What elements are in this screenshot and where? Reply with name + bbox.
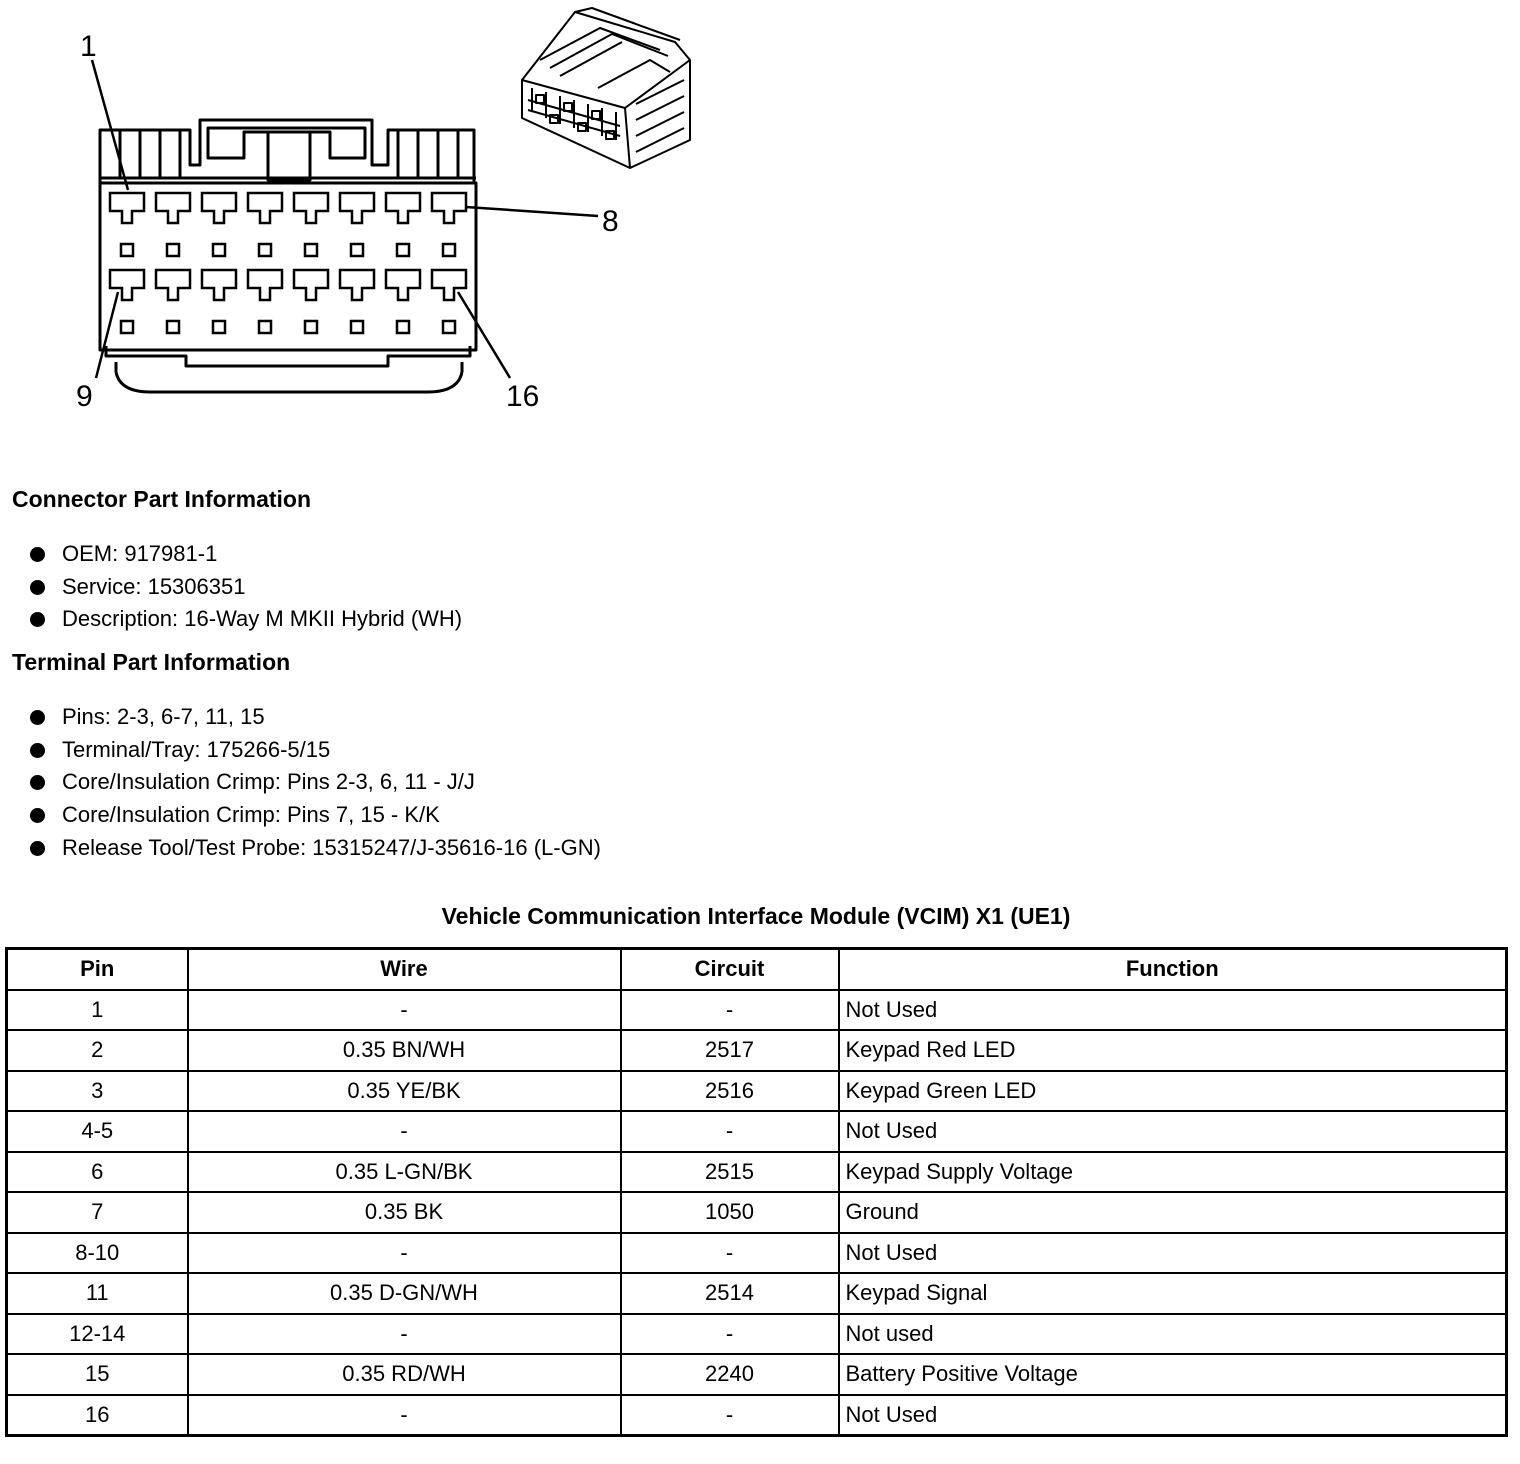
bullet-icon: [30, 841, 45, 856]
pin-test-port: [443, 321, 455, 333]
pin-test-port: [121, 321, 133, 333]
list-item: [30, 701, 601, 734]
list-item-text: Description: 16-Way M MKII Hybrid (WH): [62, 606, 463, 632]
pin1-label: 1: [80, 30, 97, 63]
connector-housing: [100, 120, 476, 350]
cell-wire: -: [188, 1395, 621, 1436]
list-item: [30, 734, 601, 767]
bullet-icon: [30, 612, 45, 627]
cell-circuit: -: [621, 1111, 839, 1152]
pin16-leader: [458, 292, 510, 378]
cell-pin: 7: [7, 1192, 188, 1233]
cell-circuit: 2515: [621, 1152, 839, 1193]
pin1-leader: [92, 60, 128, 190]
cell-pin: 4-5: [7, 1111, 188, 1152]
pin-cavities: [110, 193, 466, 333]
cell-circuit: 2240: [621, 1354, 839, 1395]
cell-pin: 11: [7, 1273, 188, 1314]
list-item-text: Terminal/Tray: 175266-5/15: [62, 736, 331, 762]
pin-cavity-8: [432, 193, 466, 223]
pin-cavity-11: [202, 270, 236, 300]
table-header-row: [7, 949, 1507, 990]
cell-pin: 1: [7, 990, 188, 1031]
cell-circuit: -: [621, 990, 839, 1031]
header-function: Function: [839, 949, 1507, 990]
list-item-text: Core/Insulation Crimp: Pins 2-3, 6, 11 - J/J: [62, 769, 475, 795]
pin-test-port: [351, 321, 363, 333]
bullet-icon: [30, 808, 45, 823]
list-item-text: Pins: 2-3, 6-7, 11, 15: [62, 704, 265, 729]
table-row: [7, 1111, 1507, 1152]
pin-test-port: [305, 321, 317, 333]
cell-function: Not used: [839, 1314, 1507, 1355]
header-wire: Wire: [188, 949, 621, 990]
bullet-icon: [30, 547, 45, 562]
pin8-label: 8: [602, 205, 619, 238]
pin-test-port: [397, 321, 409, 333]
connector-face-diagram: [0, 0, 720, 440]
list-item-text: Release Tool/Test Probe: 15315247/J-35616-16 (L-GN): [62, 834, 601, 860]
cell-function: Battery Positive Voltage: [839, 1354, 1507, 1395]
pin-test-port: [259, 321, 271, 333]
cell-circuit: 2516: [621, 1071, 839, 1112]
pin-test-port: [167, 321, 179, 333]
cell-function: Keypad Supply Voltage: [839, 1152, 1507, 1193]
cell-pin: 15: [7, 1354, 188, 1395]
table-row: [7, 1233, 1507, 1274]
pin-cavity-15: [386, 270, 420, 300]
header-circuit: Circuit: [621, 949, 839, 990]
table-row: [7, 1192, 1507, 1233]
pin-cavity-14: [340, 270, 374, 300]
cell-wire: -: [188, 1111, 621, 1152]
pin-test-port: [351, 244, 363, 256]
cell-circuit: 2514: [621, 1273, 839, 1314]
cell-circuit: -: [621, 1395, 839, 1436]
cell-pin: 12-14: [7, 1314, 188, 1355]
connector-3d-illustration: [522, 8, 690, 168]
pin-cavity-2: [156, 193, 190, 223]
cell-circuit: -: [621, 1314, 839, 1355]
cell-circuit: 2517: [621, 1030, 839, 1071]
pin16-label: 16: [506, 380, 540, 413]
list-item: [30, 603, 462, 636]
list-item-text: OEM: 917981-1: [62, 541, 218, 566]
pin-cavity-10: [156, 270, 190, 300]
pin8-leader: [466, 207, 598, 216]
cell-wire: 0.35 BK: [188, 1192, 621, 1233]
list-item: [30, 538, 462, 571]
terminal-part-info-list: [30, 701, 601, 864]
table-title: Vehicle Communication Interface Module (VCIM) X1 (UE1): [441, 903, 1071, 929]
cell-wire: -: [188, 990, 621, 1031]
bullet-icon: [30, 775, 45, 790]
pin-cavity-7: [386, 193, 420, 223]
connector-part-info-list: [30, 538, 462, 636]
list-item-text: Core/Insulation Crimp: Pins 7, 15 - K/K: [62, 802, 440, 828]
table-row: [7, 1030, 1507, 1071]
bullet-icon: [30, 710, 45, 725]
cell-function: Not Used: [839, 1111, 1507, 1152]
pin-test-port: [213, 321, 225, 333]
cell-pin: 8-10: [7, 1233, 188, 1274]
cell-function: Keypad Green LED: [839, 1071, 1507, 1112]
pin-test-port: [121, 244, 133, 256]
cell-wire: 0.35 L-GN/BK: [188, 1152, 621, 1193]
pin-cavity-12: [248, 270, 282, 300]
cell-pin: 3: [7, 1071, 188, 1112]
pin-test-port: [167, 244, 179, 256]
header-pin: Pin: [7, 949, 188, 990]
pin-test-port: [397, 244, 409, 256]
table-row: [7, 1354, 1507, 1395]
pin-cavity-13: [294, 270, 328, 300]
list-item-text: Service: 15306351: [62, 573, 246, 599]
list-item: [30, 571, 462, 604]
pin-cavity-6: [340, 193, 374, 223]
cell-wire: 0.35 RD/WH: [188, 1354, 621, 1395]
connector-part-info-title: Connector Part Information: [12, 486, 312, 512]
list-item: [30, 832, 601, 865]
cell-wire: -: [188, 1314, 621, 1355]
list-item: [30, 766, 601, 799]
cell-circuit: -: [621, 1233, 839, 1274]
cell-wire: -: [188, 1233, 621, 1274]
bullet-icon: [30, 580, 45, 595]
pin-cavity-3: [202, 193, 236, 223]
table-row: [7, 990, 1507, 1031]
cell-pin: 2: [7, 1030, 188, 1071]
cell-wire: 0.35 D-GN/WH: [188, 1273, 621, 1314]
table-row: [7, 1314, 1507, 1355]
pin-cavity-1: [110, 193, 144, 223]
cell-function: Keypad Signal: [839, 1273, 1507, 1314]
cell-circuit: 1050: [621, 1192, 839, 1233]
pin9-label: 9: [76, 380, 93, 413]
cell-function: Ground: [839, 1192, 1507, 1233]
bullet-icon: [30, 743, 45, 758]
table-row: [7, 1273, 1507, 1314]
table-row: [7, 1395, 1507, 1436]
cell-wire: 0.35 YE/BK: [188, 1071, 621, 1112]
pin-cavity-5: [294, 193, 328, 223]
cell-function: Not Used: [839, 990, 1507, 1031]
list-item: [30, 799, 601, 832]
cell-pin: 16: [7, 1395, 188, 1436]
pin-test-port: [305, 244, 317, 256]
pin-cavity-4: [248, 193, 282, 223]
cell-pin: 6: [7, 1152, 188, 1193]
pinout-table: [5, 947, 1508, 1437]
pin-test-port: [443, 244, 455, 256]
cell-function: Not Used: [839, 1233, 1507, 1274]
pin-test-port: [213, 244, 225, 256]
pin-test-port: [259, 244, 271, 256]
cell-function: Keypad Red LED: [839, 1030, 1507, 1071]
cell-function: Not Used: [839, 1395, 1507, 1436]
terminal-part-info-title: Terminal Part Information: [12, 649, 291, 675]
pin-cavity-9: [110, 270, 144, 300]
cell-wire: 0.35 BN/WH: [188, 1030, 621, 1071]
table-row: [7, 1071, 1507, 1112]
table-row: [7, 1152, 1507, 1193]
